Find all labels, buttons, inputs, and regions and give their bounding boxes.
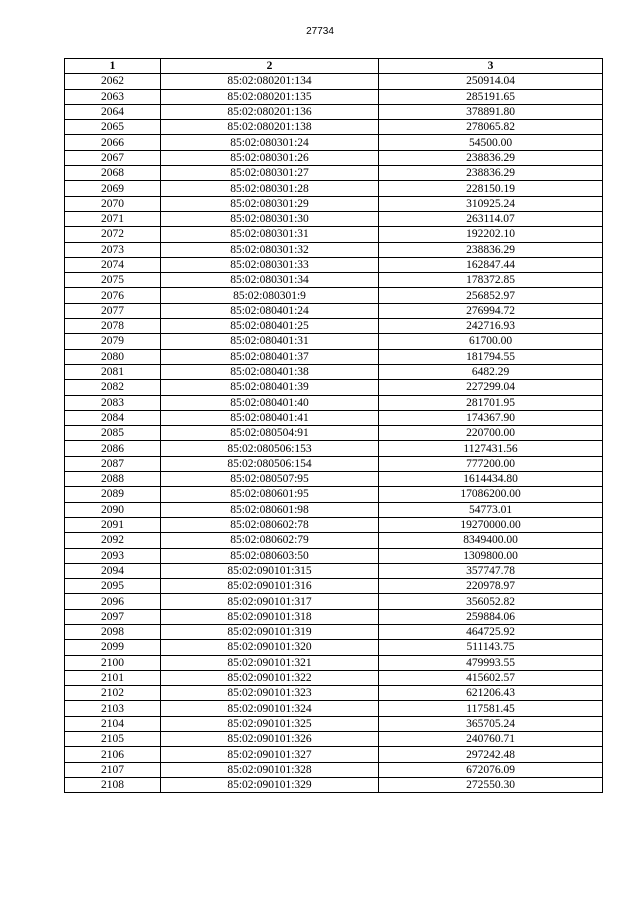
cadastral-number-cell: 85:02:080602:79 [161, 533, 379, 548]
table-row [65, 487, 603, 502]
row-number-cell: 2083 [65, 395, 161, 410]
row-number-cell: 2101 [65, 670, 161, 685]
row-number-cell: 2093 [65, 548, 161, 563]
table-row [65, 594, 603, 609]
cadastral-number-cell: 85:02:080301:27 [161, 166, 379, 181]
row-number-cell: 2099 [65, 640, 161, 655]
table-row [65, 762, 603, 777]
table-row [65, 777, 603, 792]
row-number-cell: 2096 [65, 594, 161, 609]
page-number: 27734 [306, 26, 334, 37]
value-cell: 250914.04 [379, 74, 603, 89]
row-number-cell: 2081 [65, 364, 161, 379]
cadastral-number-cell: 85:02:080401:41 [161, 410, 379, 425]
cadastral-number-cell: 85:02:080602:78 [161, 517, 379, 532]
value-cell: 220700.00 [379, 426, 603, 441]
cadastral-number-cell: 85:02:080401:31 [161, 334, 379, 349]
value-cell: 310925.24 [379, 196, 603, 211]
value-cell: 297242.48 [379, 747, 603, 762]
cadastral-number-cell: 85:02:090101:316 [161, 579, 379, 594]
table-row [65, 655, 603, 670]
cadastral-number-cell: 85:02:080504:91 [161, 426, 379, 441]
row-number-cell: 2075 [65, 273, 161, 288]
row-number-cell: 2100 [65, 655, 161, 670]
cadastral-number-cell: 85:02:080601:95 [161, 487, 379, 502]
row-number-cell: 2076 [65, 288, 161, 303]
table-row [65, 196, 603, 211]
row-number-cell: 2082 [65, 380, 161, 395]
value-cell: 19270000.00 [379, 517, 603, 532]
cadastral-number-cell: 85:02:080301:34 [161, 273, 379, 288]
value-cell: 777200.00 [379, 456, 603, 471]
value-cell: 192202.10 [379, 227, 603, 242]
value-cell: 479993.55 [379, 655, 603, 670]
row-number-cell: 2086 [65, 441, 161, 456]
row-number-cell: 2090 [65, 502, 161, 517]
table-row [65, 624, 603, 639]
row-number-cell: 2105 [65, 732, 161, 747]
value-cell: 181794.55 [379, 349, 603, 364]
value-cell: 672076.09 [379, 762, 603, 777]
value-cell: 54773.01 [379, 502, 603, 517]
cadastral-number-cell: 85:02:090101:325 [161, 716, 379, 731]
row-number-cell: 2085 [65, 426, 161, 441]
cadastral-number-cell: 85:02:090101:319 [161, 624, 379, 639]
table-row [65, 456, 603, 471]
cadastral-number-cell: 85:02:080506:153 [161, 441, 379, 456]
row-number-cell: 2063 [65, 89, 161, 104]
value-cell: 1309800.00 [379, 548, 603, 563]
value-cell: 117581.45 [379, 701, 603, 716]
row-number-cell: 2107 [65, 762, 161, 777]
table-row [65, 579, 603, 594]
cadastral-number-cell: 85:02:080401:40 [161, 395, 379, 410]
row-number-cell: 2098 [65, 624, 161, 639]
cadastral-number-cell: 85:02:080603:50 [161, 548, 379, 563]
column-header-number: 1 [65, 59, 161, 74]
cadastral-number-cell: 85:02:090101:320 [161, 640, 379, 655]
value-cell: 285191.65 [379, 89, 603, 104]
row-number-cell: 2088 [65, 472, 161, 487]
table-row [65, 166, 603, 181]
cadastral-number-cell: 85:02:080601:98 [161, 502, 379, 517]
value-cell: 240760.71 [379, 732, 603, 747]
table-row [65, 716, 603, 731]
table-row [65, 364, 603, 379]
cadastral-number-cell: 85:02:090101:326 [161, 732, 379, 747]
cadastral-number-cell: 85:02:080301:31 [161, 227, 379, 242]
cadastral-number-cell: 85:02:080301:30 [161, 211, 379, 226]
value-cell: 238836.29 [379, 166, 603, 181]
cadastral-number-cell: 85:02:080201:135 [161, 89, 379, 104]
value-cell: 281701.95 [379, 395, 603, 410]
value-cell: 365705.24 [379, 716, 603, 731]
value-cell: 263114.07 [379, 211, 603, 226]
value-cell: 356052.82 [379, 594, 603, 609]
table-row [65, 135, 603, 150]
row-number-cell: 2084 [65, 410, 161, 425]
table-row [65, 319, 603, 334]
cadastral-number-cell: 85:02:080301:29 [161, 196, 379, 211]
value-cell: 415602.57 [379, 670, 603, 685]
row-number-cell: 2089 [65, 487, 161, 502]
cadastral-number-cell: 85:02:090101:327 [161, 747, 379, 762]
value-cell: 378891.80 [379, 104, 603, 119]
row-number-cell: 2097 [65, 609, 161, 624]
value-cell: 256852.97 [379, 288, 603, 303]
value-cell: 174367.90 [379, 410, 603, 425]
value-cell: 8349400.00 [379, 533, 603, 548]
table-row [65, 609, 603, 624]
table-row [65, 502, 603, 517]
table-row [65, 732, 603, 747]
table-row [65, 701, 603, 716]
row-number-cell: 2094 [65, 563, 161, 578]
cadastral-number-cell: 85:02:080301:24 [161, 135, 379, 150]
cadastral-number-cell: 85:02:080201:138 [161, 120, 379, 135]
value-cell: 259884.06 [379, 609, 603, 624]
value-cell: 238836.29 [379, 150, 603, 165]
cadastral-number-cell: 85:02:080201:134 [161, 74, 379, 89]
cadastral-number-cell: 85:02:090101:324 [161, 701, 379, 716]
row-number-cell: 2072 [65, 227, 161, 242]
table-row [65, 227, 603, 242]
row-number-cell: 2073 [65, 242, 161, 257]
value-cell: 220978.97 [379, 579, 603, 594]
value-cell: 272550.30 [379, 777, 603, 792]
cadastral-number-cell: 85:02:080301:33 [161, 257, 379, 272]
table-row [65, 747, 603, 762]
value-cell: 227299.04 [379, 380, 603, 395]
table-row [65, 395, 603, 410]
table-row [65, 426, 603, 441]
value-cell: 61700.00 [379, 334, 603, 349]
table-row [65, 670, 603, 685]
cadastral-number-cell: 85:02:090101:318 [161, 609, 379, 624]
row-number-cell: 2104 [65, 716, 161, 731]
table-row [65, 104, 603, 119]
table-row [65, 74, 603, 89]
table-row [65, 211, 603, 226]
row-number-cell: 2062 [65, 74, 161, 89]
value-cell: 511143.75 [379, 640, 603, 655]
cadastral-number-cell: 85:02:080301:32 [161, 242, 379, 257]
row-number-cell: 2108 [65, 777, 161, 792]
table-row [65, 349, 603, 364]
table-row [65, 150, 603, 165]
row-number-cell: 2091 [65, 517, 161, 532]
value-cell: 162847.44 [379, 257, 603, 272]
cadastral-number-cell: 85:02:090101:329 [161, 777, 379, 792]
row-number-cell: 2074 [65, 257, 161, 272]
value-cell: 278065.82 [379, 120, 603, 135]
row-number-cell: 2078 [65, 319, 161, 334]
table-row [65, 517, 603, 532]
table-row [65, 533, 603, 548]
row-number-cell: 2069 [65, 181, 161, 196]
value-cell: 228150.19 [379, 181, 603, 196]
column-header-value: 3 [379, 59, 603, 74]
column-header-cadastral-number: 2 [161, 59, 379, 74]
table-row [65, 441, 603, 456]
value-cell: 357747.78 [379, 563, 603, 578]
table-row [65, 89, 603, 104]
cadastral-number-cell: 85:02:080506:154 [161, 456, 379, 471]
row-number-cell: 2064 [65, 104, 161, 119]
cadastral-number-cell: 85:02:080401:38 [161, 364, 379, 379]
row-number-cell: 2070 [65, 196, 161, 211]
value-cell: 17086200.00 [379, 487, 603, 502]
cadastral-number-cell: 85:02:080301:9 [161, 288, 379, 303]
cadastral-number-cell: 85:02:090101:323 [161, 686, 379, 701]
row-number-cell: 2092 [65, 533, 161, 548]
table-row [65, 288, 603, 303]
table-row [65, 303, 603, 318]
cadastral-number-cell: 85:02:080201:136 [161, 104, 379, 119]
row-number-cell: 2077 [65, 303, 161, 318]
table-row [65, 181, 603, 196]
row-number-cell: 2068 [65, 166, 161, 181]
cadastral-number-cell: 85:02:090101:315 [161, 563, 379, 578]
table-row [65, 548, 603, 563]
row-number-cell: 2080 [65, 349, 161, 364]
row-number-cell: 2103 [65, 701, 161, 716]
row-number-cell: 2079 [65, 334, 161, 349]
row-number-cell: 2106 [65, 747, 161, 762]
table-row [65, 334, 603, 349]
table-row [65, 640, 603, 655]
cadastral-value-table [64, 58, 603, 793]
row-number-cell: 2067 [65, 150, 161, 165]
cadastral-number-cell: 85:02:090101:321 [161, 655, 379, 670]
cadastral-number-cell: 85:02:080401:24 [161, 303, 379, 318]
value-cell: 276994.72 [379, 303, 603, 318]
value-cell: 242716.93 [379, 319, 603, 334]
row-number-cell: 2066 [65, 135, 161, 150]
table-row [65, 257, 603, 272]
row-number-cell: 2087 [65, 456, 161, 471]
value-cell: 54500.00 [379, 135, 603, 150]
table-row [65, 686, 603, 701]
table-row [65, 472, 603, 487]
value-cell: 238836.29 [379, 242, 603, 257]
value-cell: 1127431.56 [379, 441, 603, 456]
cadastral-number-cell: 85:02:090101:328 [161, 762, 379, 777]
value-cell: 621206.43 [379, 686, 603, 701]
table-row [65, 380, 603, 395]
cadastral-number-cell: 85:02:090101:322 [161, 670, 379, 685]
cadastral-number-cell: 85:02:080507:95 [161, 472, 379, 487]
table-header-row [65, 59, 603, 74]
row-number-cell: 2095 [65, 579, 161, 594]
table-body [65, 74, 603, 793]
row-number-cell: 2065 [65, 120, 161, 135]
table-row [65, 242, 603, 257]
cadastral-number-cell: 85:02:080301:28 [161, 181, 379, 196]
cadastral-number-cell: 85:02:090101:317 [161, 594, 379, 609]
value-cell: 6482.29 [379, 364, 603, 379]
value-cell: 464725.92 [379, 624, 603, 639]
table-row [65, 410, 603, 425]
cadastral-number-cell: 85:02:080401:25 [161, 319, 379, 334]
cadastral-number-cell: 85:02:080401:39 [161, 380, 379, 395]
table-row [65, 273, 603, 288]
cadastral-number-cell: 85:02:080301:26 [161, 150, 379, 165]
table-row [65, 120, 603, 135]
cadastral-number-cell: 85:02:080401:37 [161, 349, 379, 364]
value-cell: 178372.85 [379, 273, 603, 288]
row-number-cell: 2102 [65, 686, 161, 701]
table-row [65, 563, 603, 578]
value-cell: 1614434.80 [379, 472, 603, 487]
row-number-cell: 2071 [65, 211, 161, 226]
